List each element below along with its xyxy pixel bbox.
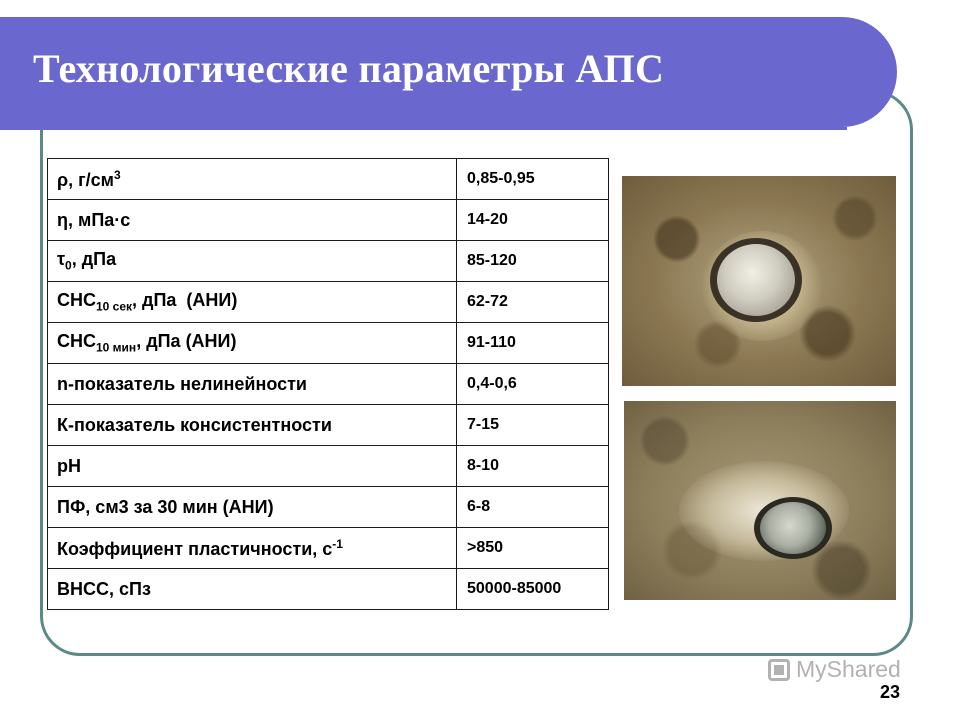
parameter-cell xyxy=(48,200,457,241)
watermark-logo-icon xyxy=(768,659,790,681)
parameter-unit: , дПа (АНИ) xyxy=(136,331,237,352)
parameter-name: СНС xyxy=(57,331,96,352)
parameter-unit: , дПа (АНИ) xyxy=(132,290,238,311)
table-row xyxy=(48,200,609,241)
parameter-cell xyxy=(48,364,457,405)
value-cell: 62-72 xyxy=(457,282,609,323)
parameter-name: ρ, г/см xyxy=(57,169,114,190)
parameter-cell xyxy=(48,323,457,364)
parameter-cell xyxy=(48,282,457,323)
parameters-table-wrap xyxy=(47,158,609,610)
parameter-cell xyxy=(48,405,457,446)
table-row xyxy=(48,323,609,364)
parameter-name: К-показатель консистентности xyxy=(57,414,332,435)
table-row xyxy=(48,528,609,569)
table-row xyxy=(48,364,609,405)
value-cell: 50000-85000 xyxy=(457,569,609,610)
parameter-superscript: 3 xyxy=(113,167,121,182)
value-cell: 8-10 xyxy=(457,446,609,487)
table-row xyxy=(48,282,609,323)
value-cell: 85-120 xyxy=(457,241,609,282)
table-row xyxy=(48,241,609,282)
table-row xyxy=(48,446,609,487)
parameter-cell xyxy=(48,569,457,610)
title-underline xyxy=(0,127,847,130)
parameter-cell xyxy=(48,528,457,569)
slide-title: Технологические параметры АПС xyxy=(33,46,665,91)
value-cell: 91-110 xyxy=(457,323,609,364)
parameter-name: ПФ, см3 за 30 мин (АНИ) xyxy=(57,496,274,517)
microscope-photo-bottom xyxy=(624,401,896,600)
parameter-cell xyxy=(48,446,457,487)
table-row xyxy=(48,159,609,200)
parameter-cell xyxy=(48,159,457,200)
parameter-name: Коэффициент пластичности, с xyxy=(57,538,333,559)
value-cell: 7-15 xyxy=(457,405,609,446)
value-cell: >850 xyxy=(457,528,609,569)
parameter-subscript: 10 мин xyxy=(96,340,137,355)
air-bubble xyxy=(717,244,795,316)
parameter-superscript: -1 xyxy=(332,536,343,551)
parameter-name: η, мПа·с xyxy=(57,209,131,230)
table-row xyxy=(48,569,609,610)
air-bubble xyxy=(760,502,826,554)
parameter-unit: , дПа xyxy=(71,249,117,270)
table-row xyxy=(48,405,609,446)
page-number: 23 xyxy=(880,682,901,702)
value-cell: 0,4-0,6 xyxy=(457,364,609,405)
microscope-photo-top xyxy=(622,176,896,386)
parameter-name: СНС xyxy=(57,290,96,311)
value-cell: 6-8 xyxy=(457,487,609,528)
value-cell: 0,85-0,95 xyxy=(457,159,609,200)
parameter-name: n-показатель нелинейности xyxy=(57,373,307,394)
parameter-cell xyxy=(48,241,457,282)
parameter-cell xyxy=(48,487,457,528)
watermark-text: MyShared xyxy=(796,656,901,682)
watermark xyxy=(768,656,901,683)
parameter-subscript: 0 xyxy=(65,258,72,273)
parameter-name: τ xyxy=(57,249,66,270)
parameter-name: ВНСС, сПз xyxy=(57,578,151,599)
parameter-subscript: 10 сек xyxy=(96,299,133,314)
parameters-table xyxy=(47,158,609,610)
table-row xyxy=(48,487,609,528)
value-cell: 14-20 xyxy=(457,200,609,241)
parameter-name: рН xyxy=(57,455,81,476)
